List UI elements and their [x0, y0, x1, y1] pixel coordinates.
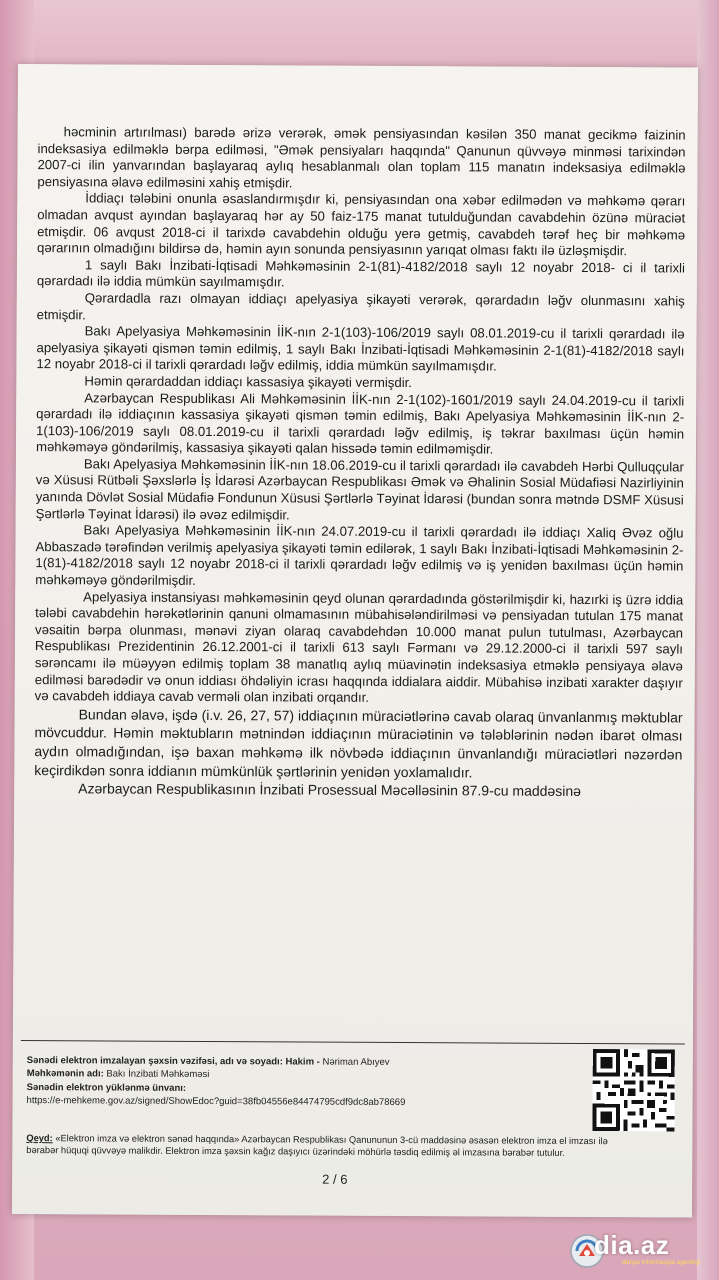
watermark-tagline: dünya informasiya agentliyi — [622, 1259, 701, 1266]
address-url[interactable]: https://e-mehkeme.gov.az/signed/ShowEdoc?guid=38fb04556e84474795cdf9dc8ab78669 — [26, 1095, 406, 1109]
paragraph: Bakı Apelyasiya Məhkəməsinin İİK-nın 18.06.2019-cu il tarixli qərardadı ilə cavabdeh Hərbi Qulluqçular və Xüsusi Rütbəli Şəxslərlə İş İdarəsi Azərbaycan Respublikası Əmək və Əhalinin Sosial Müdafiəsi Nazirliyinin yanında Dövlət Sosial Müdafiə Fondunun Xüsusi Şərtlərlə Təyinat İdarəsi (bundan sonra mətndə DSMF Xüsusi Şərtlərlə Təyinat İdarəsi) ilə əvəz edilmişdir. — [35, 456, 684, 523]
paragraph: Azərbaycan Respublikası Ali Məhkəməsinin İİK-nın 2-1(102)-1601/2019 saylı 24.04.2019-cu il tarixli qərardadı ilə iddiaçının kassasiya şikayəti qismən təmin edilmiş, Bakı Apelyasiya Məhkəməsinin İİK-nın 2-1(103)-106/2019 saylı 08.01.2019-cu il tarixli qərardadı ləğv edilmiş, iş təkrar baxılması üçün həmin məhkəməyə göndərilmiş, kassasiya şikayəti qalan hissədə təmin edilməmişdir. — [35, 389, 685, 457]
paragraph: Azərbaycan Respublikasının İnzibati Prosessual Məcəlləsinin 87.9-cu maddəsinə — [78, 780, 581, 800]
paragraph: Bundan əlavə, işdə (i.v. 26, 27, 57) iddiaçının müraciətlərinə cavab olaraq ünvanlanmış məktublar mövcuddur. Həmin məktubların mətnindən iddiaçının müraciətinin və tələblərinin nədən ibarət olması aydın olmadığından, işə baxan məhkəmə ilk növbədə iddiaçının ünvanlandığı müraciətləri nəzərdən keçirdikdən sonra iddianın mümkünlük şərtlərinin yenidən yoxlamalıdır. — [34, 706, 683, 780]
paragraph: Qərardadla razı olmayan iddiaçı apelyasiya şikayəti verərək, qərardadın ləğv olunmasını xahiş etmişdir. — [36, 290, 685, 322]
paragraph: Bakı Apelyasiya Məhkəməsinin İİK-nın 24.07.2019-cu il tarixli qərardadı ilə iddiaçı Xaliq Əvəz oğlu Abbaszadə tərəfindən verilmiş apelyasiya şikayəti təmin edilərək, 1 saylı Bakı İnzibati-İqtisadi Məhkəməsinin 2-1(81)-4182/2018 saylı 12 noyabr 2018-ci il tarixli qərardadı ləğv edilmiş və iş yenidən baxılması üçün həmin məhkəməyə göndərilmişdir. — [35, 522, 684, 588]
paragraph: İddiaçı tələbini onunla əsaslandırmışdır ki, pensiyasından ona xəbər edilmədən və məhkəmə qərarı olmadan avqust ayından başlayaraq hər ay 50 faiz-175 manat tutulduğundan cavabdehin özünə müraciət etmişdir. 06 avqust 2018-ci il tarixdə cavabdehin olduğu yerə getmiş, cavabdeh tərəf heç bir məhkəmə qərarının olmadığını bildirsə də, həmin ayın sonunda pensiyasının yarıqat olması faktı ilə üzləşmişdir. — [36, 190, 686, 259]
signature-block — [27, 1054, 587, 1111]
note-text: «Elektron imza və elektron sənəd haqqında» Azərbaycan Respublikası Qanununun 3-cü maddəsinə əsasən elektron imza el imzası ilə bərabər hüquqi qüvvəyə malikdir. Elektron imza şəxsin kağız daşıyıcı üzərindəki möhürlə təsdiq edilmiş əl imzasına bərabər tutulur. — [26, 1133, 608, 1158]
footer-divider — [21, 1040, 685, 1044]
signer-name: Nəriman Abıyev — [322, 1056, 390, 1068]
paragraph: 1 saylı Bakı İnzibati-İqtisadi Məhkəməsinin 2-1(81)-4182/2018 saylı 12 noyabr 2018- ci il tarixli qərardadı ilə iddia mümkün sayılmamışdır. — [36, 257, 685, 290]
court-name: Bakı İnzibati Məhkəməsi — [106, 1068, 210, 1081]
signer-label: Sənədi elektron imzalayan şəxsin vəzifəsi, adı və soyadı: — [26, 1055, 283, 1068]
legal-note — [26, 1132, 612, 1159]
court-label: Məhkəmənin adı: — [26, 1068, 104, 1080]
page-number: 2 / 6 — [322, 1171, 348, 1187]
qr-code-icon — [592, 1049, 674, 1131]
background-right-edge — [697, 0, 719, 1280]
document-page — [12, 64, 698, 1218]
paragraph: Həmin qərardaddan iddiaçı kassasiya şikayəti vermişdir. — [84, 373, 413, 390]
signer-role: Hakim - — [285, 1056, 320, 1068]
watermark-brand: dia.az — [594, 1230, 670, 1260]
note-label: Qeyd: — [26, 1133, 53, 1144]
paragraph: Apelyasiya instansiyası məhkəməsinin qeyd olunan qərardadında göstərilmişdir ki, hazırki iş üzrə iddia tələbi cavabdehin hərəkətlərinin qanuni olmamasının mübahisələndirilməsi və pensiyadan tutulan 175 manat vəsaitin bərpa olunması, mənəvi ziyan olaraq cavabdehdən 10.000 manat pulun tutulması, Azərbaycan Respublikası Prezidentinin 26.12.2001-ci il tarixli 613 saylı Fərmanı və 29.12.2000-ci il tarixli 597 saylı sərəncamı ilə müəyyən edilmiş toplam 38 manatlıq aylıq müavinətin indeksasiya etməklə pensiyaya əlavə edilməsi barədədir və onun iddiası öhdəliyin icrası haqqında iddialara aiddir. Mübahisə inzibati xarakter daşıyır və cavabdeh iddiaya cavab verməli olan inzibati orqandır. — [34, 588, 684, 706]
paragraph: həcminin artırılması) barədə ərizə verərək, əmək pensiyasından kəsilən 350 manat gecikmə faizinin indeksasiya edilməklə bərpa edilməsi, "Əmək pensiyaları haqqında" Qanunun qüvvəyə minməsi tarixindən 2007-ci ilin yanvarından başlayaraq aylıq hesablanmalı olan toplam 115 manatın indeksasiya edilməklə pensiyasına əlavə edilməsini xahiş etmişdir. — [37, 124, 686, 191]
address-label: Sənədin elektron yüklənmə ünvanı: — [26, 1081, 187, 1094]
document-body — [34, 124, 686, 801]
paragraph: Bakı Apelyasiya Məhkəməsinin İİK-nın 2-1(103)-106/2019 saylı 08.01.2019-cu il tarixli qərardadı ilə apelyasiya şikayəti qismən təmin edilmiş, 1 saylı Bakı İnzibati-İqtisadi Məhkəməsinin 2-1(81)-4182/2018 saylı 12 noyabr 2018-ci il tarixli qərardadı ləğv edilmiş, iddia mümkün sayılmamışdır. — [36, 323, 685, 374]
